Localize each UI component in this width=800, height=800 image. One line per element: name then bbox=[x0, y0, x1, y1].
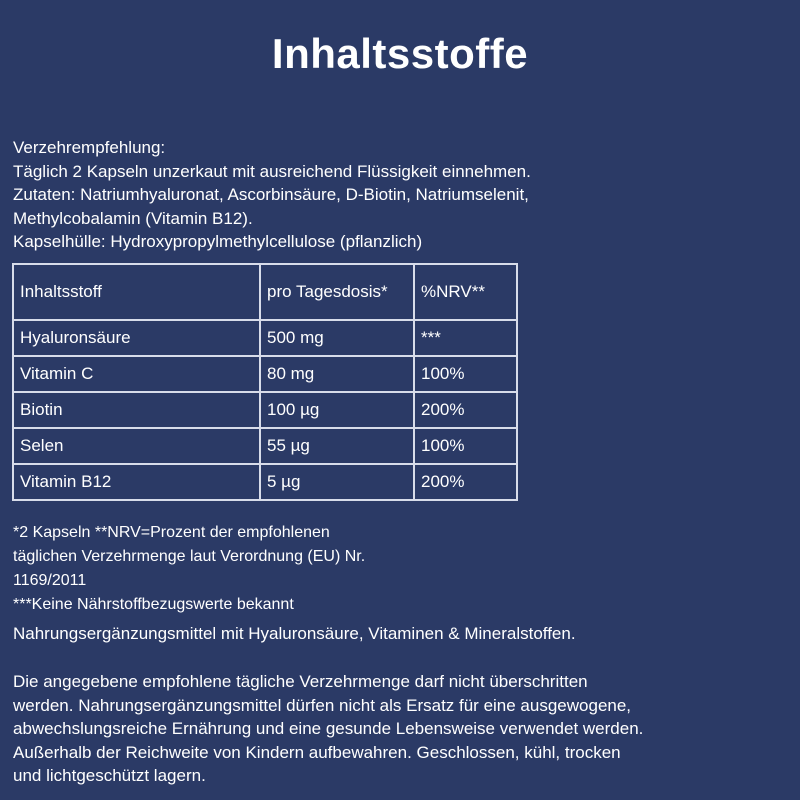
nrv-cell: 100% bbox=[414, 356, 517, 392]
page-title: Inhaltsstoffe bbox=[271, 30, 529, 77]
footnote-line: 1169/2011 bbox=[13, 572, 87, 589]
table-row bbox=[13, 392, 517, 428]
dose-cell: 100 µg bbox=[260, 392, 414, 428]
ingredient-cell: Hyaluronsäure bbox=[13, 320, 260, 356]
footnote-line: *2 Kapseln **NRV=Prozent der empfohlenen bbox=[13, 524, 330, 541]
column-header-ingredient: Inhaltsstoff bbox=[13, 264, 260, 320]
intro-line: Methylcobalamin (Vitamin B12). bbox=[13, 208, 253, 228]
footnote-line: ***Keine Nährstoffbezugswerte bekannt bbox=[13, 596, 294, 613]
intro-line: Kapselhülle: Hydroxypropylmethylcellulose (pflanzlich) bbox=[13, 232, 423, 251]
intro-line: Zutaten: Natriumhyaluronat, Ascorbinsäure, D-Biotin, Natriumselenit, bbox=[13, 185, 529, 204]
table-row bbox=[13, 428, 517, 464]
warning-line: Außerhalb der Reichweite von Kindern aufbewahren. Geschlossen, kühl, trocken bbox=[13, 742, 621, 762]
table-row bbox=[13, 464, 517, 500]
warning-line: abwechslungsreiche Ernährung und eine gesunde Lebensweise verwendet werden. bbox=[13, 719, 644, 738]
table-header-row bbox=[13, 264, 517, 320]
column-header-nrv: %NRV** bbox=[414, 264, 517, 320]
product-description: Nahrungsergänzungsmittel mit Hyaluronsäure, Vitaminen & Mineralstoffen. bbox=[13, 624, 576, 643]
nrv-cell: 200% bbox=[414, 464, 517, 500]
nrv-cell: 200% bbox=[414, 392, 517, 428]
intro-line: Verzehrempfehlung: bbox=[13, 138, 166, 157]
ingredient-cell: Biotin bbox=[13, 392, 260, 428]
table-row bbox=[13, 356, 517, 392]
table-row bbox=[13, 320, 517, 356]
ingredient-cell: Selen bbox=[13, 428, 260, 464]
warning-line: werden. Nahrungsergänzungsmittel dürfen nicht als Ersatz für eine ausgewogene, bbox=[13, 695, 632, 715]
ingredient-cell: Vitamin B12 bbox=[13, 464, 260, 500]
dose-cell: 5 µg bbox=[260, 464, 414, 500]
ingredients-table bbox=[12, 263, 518, 501]
intake-recommendation bbox=[13, 136, 531, 254]
table-footnotes bbox=[13, 521, 365, 617]
warning-text bbox=[13, 670, 643, 788]
nrv-cell: *** bbox=[414, 320, 517, 356]
intro-line: Täglich 2 Kapseln unzerkaut mit ausreichend Flüssigkeit einnehmen. bbox=[13, 161, 531, 181]
nrv-cell: 100% bbox=[414, 428, 517, 464]
dose-cell: 80 mg bbox=[260, 356, 414, 392]
dose-cell: 500 mg bbox=[260, 320, 414, 356]
footnote-line: täglichen Verzehrmenge laut Verordnung (EU) Nr. bbox=[13, 548, 366, 565]
warning-line: und lichtgeschützt lagern. bbox=[13, 766, 206, 785]
ingredient-cell: Vitamin C bbox=[13, 356, 260, 392]
dose-cell: 55 µg bbox=[260, 428, 414, 464]
column-header-daily-dose: pro Tagesdosis* bbox=[260, 264, 414, 320]
warning-line: Die angegebene empfohlene tägliche Verzehrmenge darf nicht überschritten bbox=[13, 672, 588, 691]
